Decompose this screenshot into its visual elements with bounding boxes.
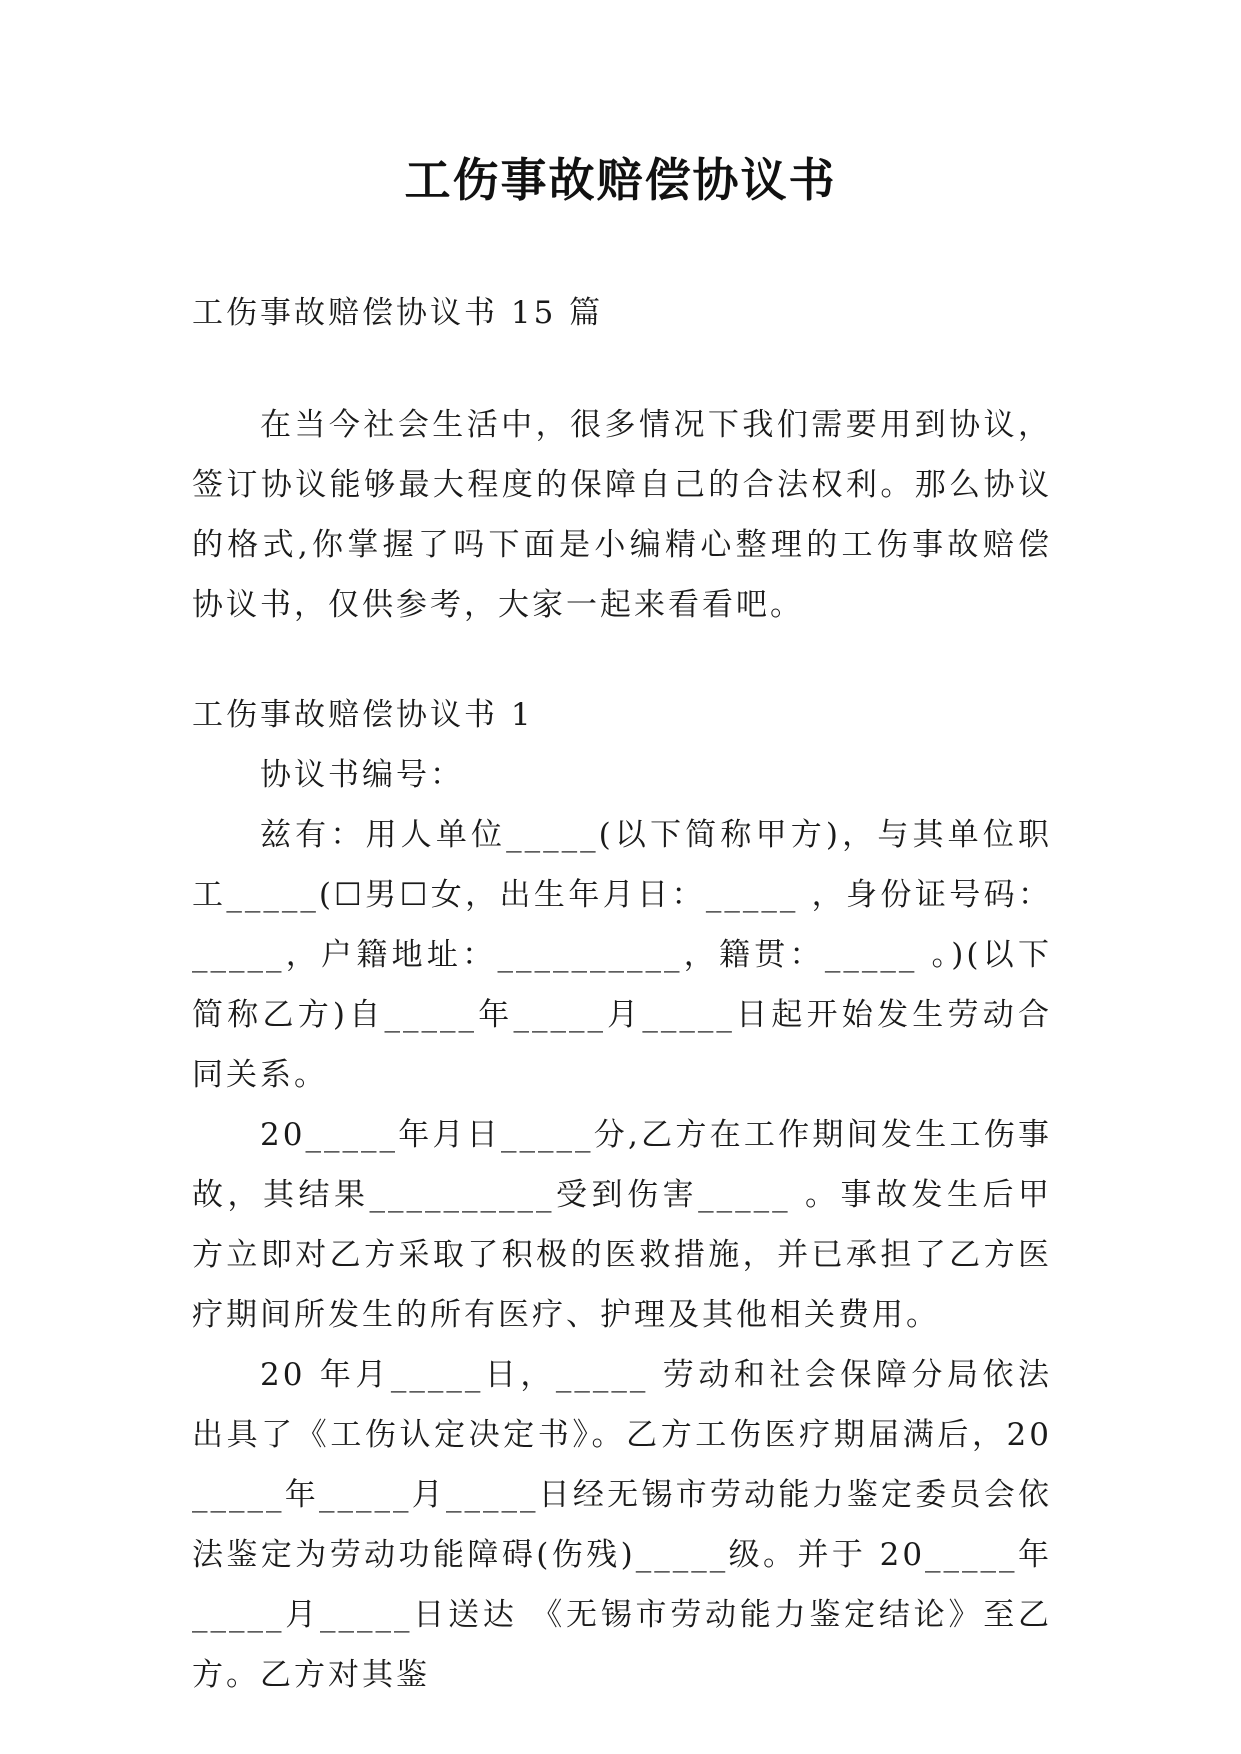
appraisal-paragraph: 20 年月_____日，_____ 劳动和社会保障分局依法出具了《工伤认定决定书》。乙方工伤医疗期届满后，20_____年_____月_____日经无锡市劳动能力鉴定委员会依法鉴定为劳动功能障碍(伤残)_____级。并于 20_____年_____月_____日送达 《无锡市劳动能力鉴定结论》至乙方。乙方对其鉴 (192, 1357, 1052, 1693)
spacer (192, 343, 1052, 395)
document-subtitle: 工伤事故赔偿协议书 15 篇 (192, 295, 604, 331)
agreement-number-line: 协议书编号： (260, 757, 464, 793)
spacer (192, 635, 1052, 685)
section-heading: 工伤事故赔偿协议书 1 (192, 697, 534, 733)
intro-paragraph: 在当今社会生活中，很多情况下我们需要用到协议，签订协议能够最大程度的保障自己的合法权利。那么协议的格式,你掌握了吗下面是小编精心整理的工伤事故赔偿协议书，仅供参考，大家一起来看看吧。 (192, 407, 1052, 623)
parties-paragraph: 兹有：用人单位_____(以下简称甲方)，与其单位职工_____(☐男☐女，出生年月日：_____ ，身份证号码：_____，户籍地址：__________，籍贯：_____ 。)(以下简称乙方)自_____年_____月_____日起开始发生劳动合同关系。 (192, 817, 1052, 1093)
accident-paragraph: 20_____年月日_____分,乙方在工作期间发生工伤事故，其结果__________受到伤害_____ 。事故发生后甲方立即对乙方采取了积极的医救措施，并已承担了乙方医疗期间所发生的所有医疗、护理及其他相关费用。 (192, 1117, 1052, 1333)
document-body (192, 283, 1052, 1705)
document-title: 工伤事故赔偿协议书 (404, 153, 837, 207)
